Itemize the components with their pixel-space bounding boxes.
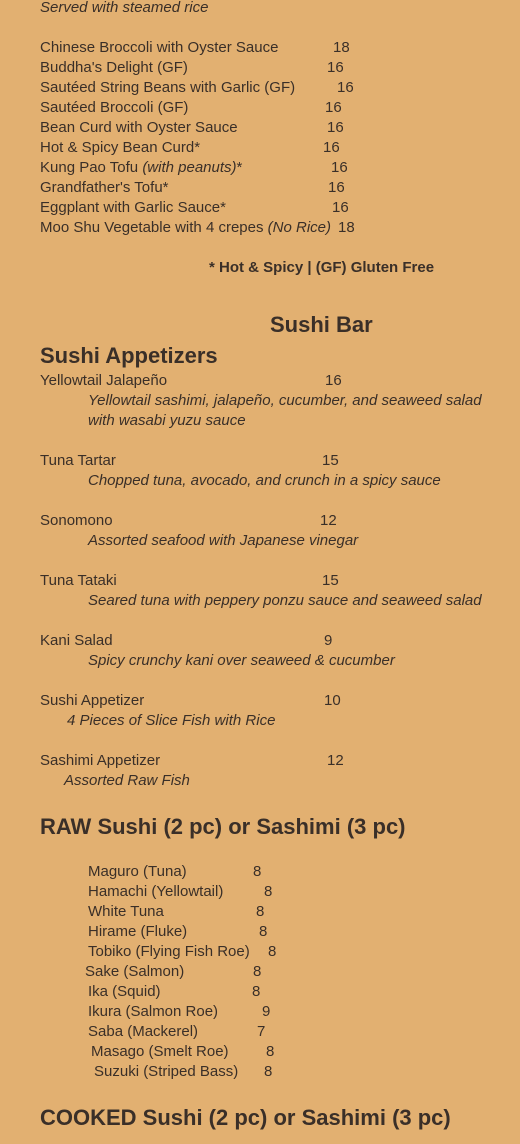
item-name: Hot & Spicy Bean Curd* [40,139,201,156]
item-name: Tuna Tartar [40,452,116,469]
item-name: Grandfather's Tofu* [40,179,169,196]
item-price: 12 [327,752,344,769]
legend-note: * Hot & Spicy | (GF) Gluten Free [209,259,435,276]
item-name: Sautéed Broccoli (GF) [40,99,189,116]
item-name: Bean Curd with Oyster Sauce [40,119,238,136]
section-title-sushi-bar: Sushi Bar [270,312,373,337]
item-name: Sake (Salmon) [85,963,185,980]
item-price: 18 [333,39,350,56]
item-name-main: Moo Shu Vegetable with 4 crepes [40,219,268,236]
item-description: Spicy crunchy kani over seaweed & cucumber [88,652,395,669]
item-name: Sashimi Appetizer [40,752,161,769]
item-price: 16 [328,179,345,196]
item-name: Hirame (Fluke) [88,923,188,940]
item-name: Saba (Mackerel) [88,1023,199,1040]
item-price: 8 [264,883,273,900]
item-name-mark: * [236,159,243,176]
item-name [40,218,331,238]
item-price: 16 [327,59,344,76]
item-name: White Tuna [88,903,164,920]
item-name-main: Kung Pao Tofu [40,159,143,176]
item-description: Seared tuna with peppery ponzu sauce and seaweed salad [88,592,482,609]
item-name: Sonomono [40,512,113,529]
item-description: Yellowtail sashimi, jalapeño, cucumber, and seaweed salad with wasabi yuzu sauce [88,392,482,429]
item-description: 4 Pieces of Slice Fish with Rice [67,712,276,729]
item-price: 8 [268,943,277,960]
item-price: 16 [331,159,348,176]
item-price: 15 [322,572,339,589]
item-name: Tobiko (Flying Fish Roe) [88,943,250,960]
item-price: 8 [256,903,265,920]
item-price: 12 [320,512,337,529]
section-title-appetizers: Sushi Appetizers [40,343,218,368]
item-name: Sushi Appetizer [40,692,145,709]
item-name: Ika (Squid) [88,983,161,1000]
item-description: Assorted seafood with Japanese vinegar [88,532,359,549]
item-name: Masago (Smelt Roe) [91,1043,229,1060]
item-price: 9 [324,632,333,649]
item-price: 8 [253,863,262,880]
item-description: Assorted Raw Fish [64,772,190,789]
item-name: Eggplant with Garlic Sauce* [40,199,226,216]
item-price: 8 [264,1063,273,1080]
item-price: 16 [325,372,342,389]
item-price: 18 [338,219,355,236]
item-price: 16 [327,119,344,136]
item-price: 16 [332,199,349,216]
item-price: 8 [266,1043,275,1060]
item-name: Chinese Broccoli with Oyster Sauce [40,39,279,56]
item-price: 9 [262,1003,271,1020]
item-name: Yellowtail Jalapeño [40,372,168,389]
item-description: Chopped tuna, avocado, and crunch in a spicy sauce [88,472,441,489]
item-price: 16 [323,139,340,156]
item-name: Ikura (Salmon Roe) [88,1003,219,1020]
item-price: 15 [322,452,339,469]
item-price: 16 [337,79,354,96]
section-title-raw: RAW Sushi (2 pc) or Sashimi (3 pc) [40,814,406,839]
item-name: Buddha's Delight (GF) [40,59,188,76]
item-name: Sautéed String Beans with Garlic (GF) [40,79,296,96]
item-price: 8 [259,923,268,940]
item-price: 8 [253,963,262,980]
item-name: Tuna Tataki [40,572,117,589]
item-name: Suzuki (Striped Bass) [94,1063,239,1080]
item-price: 8 [252,983,261,1000]
item-name-note: (with peanuts) [142,159,237,176]
item-price: 7 [257,1023,266,1040]
item-name-note: (No Rice) [267,219,331,236]
section-title-cooked: COOKED Sushi (2 pc) or Sashimi (3 pc) [40,1105,451,1130]
item-price: 10 [324,692,341,709]
item-name [40,158,242,178]
item-price: 16 [325,99,342,116]
item-name: Hamachi (Yellowtail) [88,883,224,900]
top-note: Served with steamed rice [40,0,209,16]
item-name: Kani Salad [40,632,113,649]
item-name: Maguro (Tuna) [88,863,187,880]
